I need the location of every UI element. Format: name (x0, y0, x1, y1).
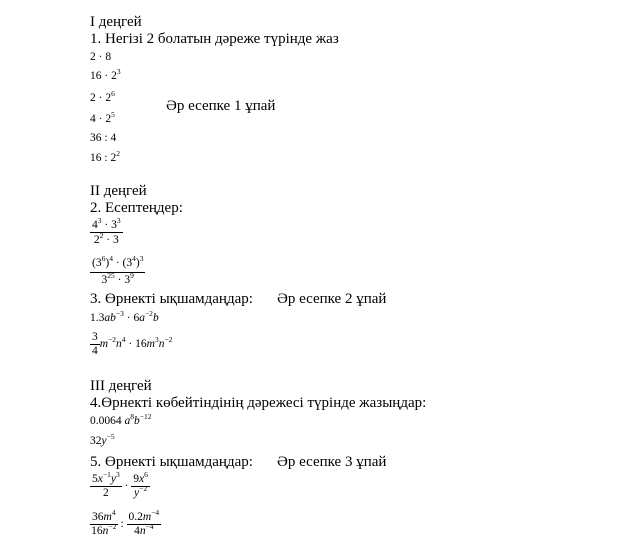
task-3-title: 3. Өрнекті ықшамдаңдар: (90, 291, 253, 307)
level-2-points: Әр есепке 2 ұпай (277, 291, 387, 307)
task-5-title: 5. Өрнекті ықшамдаңдар: (90, 454, 253, 470)
task-1-item-c: $2 \cdot 2^6$ (90, 89, 115, 104)
level-2-heading: II деңгей (90, 183, 147, 199)
task-1-item-e: 36 : 4 (90, 132, 117, 144)
level-3-heading: III деңгей (90, 378, 152, 394)
task-1-item-d: $4 \cdot 2^5$ (90, 110, 115, 125)
task-2-fraction-1: $\frac{4^3 \cdot 3^3}{2^2 \cdot 3}$ (92, 216, 121, 246)
task-1-title: 1. Негізі 2 болатын дәреже түрінде жаз (90, 31, 339, 47)
level-3-points: Әр есепке 3 ұпай (277, 454, 387, 470)
level-1-heading: I деңгей (90, 14, 142, 30)
task-1-item-f: 16 : $2^2$ (90, 149, 120, 164)
task-1-item-a: 2 · 8 (90, 51, 112, 63)
task-5-expression-1: $\frac{5x^{-1}y^3}{2}$ · $\frac{9x^6}{y^{-2}}$ (92, 470, 148, 499)
task-3-expression-1: $1.3ab^{-3} \cdot 6a^{-2}b$ (90, 309, 159, 324)
task-2-fraction-2: $\frac{(3^6)^4 \cdot (3^4)^3}{3^{25} \cdot 3^9}$ (92, 254, 144, 286)
task-4-title: 4.Өрнекті көбейтіндінің дәрежесі түрінде жазыңдар: (90, 395, 427, 411)
task-4-expression-1: 0.0064 $a^8b^{-12}$ (90, 412, 152, 427)
task-3-expression-2: $\frac{3}{4}$ $m^{-2}n^4 \cdot 16m^3n^{-2}$ (92, 331, 173, 357)
task-2-title: 2. Есептеңдер: (90, 200, 183, 216)
level-1-points: Әр есепке 1 ұпай (166, 98, 276, 114)
task-4-expression-2: $32y^{-5}$ (90, 432, 115, 447)
task-5-expression-2: $\frac{36m^4}{16n^{-2}}$ : $\frac{0.2m^{-4}}{4n^{-4}}$ (91, 508, 160, 537)
task-1-item-b: $16 \cdot 2^3$ (90, 67, 121, 82)
